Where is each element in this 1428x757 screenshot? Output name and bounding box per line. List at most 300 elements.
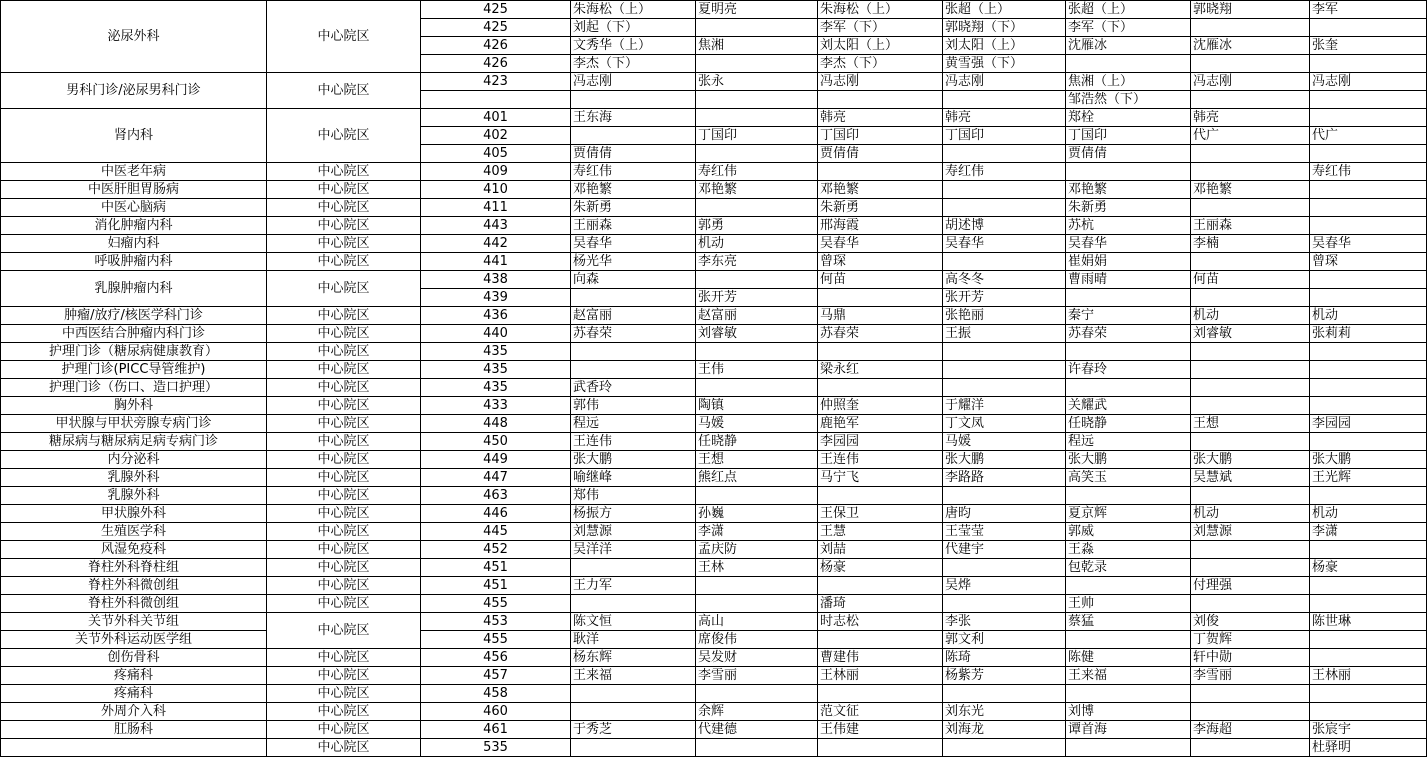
campus-cell[interactable]: 中心院区 [267, 667, 421, 685]
doctor-cell[interactable] [943, 595, 1066, 613]
doctor-cell[interactable]: 关耀武 [1066, 397, 1191, 415]
doctor-cell[interactable] [1310, 541, 1427, 559]
doctor-cell[interactable] [696, 739, 818, 757]
doctor-cell[interactable] [1191, 541, 1310, 559]
doctor-cell[interactable] [1310, 631, 1427, 649]
doctor-cell[interactable] [818, 343, 943, 361]
doctor-cell[interactable]: 吴春华 [818, 235, 943, 253]
doctor-cell[interactable]: 杜驿明 [1310, 739, 1427, 757]
doctor-cell[interactable]: 崔娟娟 [1066, 253, 1191, 271]
doctor-cell[interactable]: 朱海松（上） [571, 1, 696, 19]
doctor-cell[interactable]: 吴春华 [943, 235, 1066, 253]
doctor-cell[interactable]: 任晓静 [696, 433, 818, 451]
room-cell[interactable]: 453 [421, 613, 571, 631]
doctor-cell[interactable]: 冯志刚 [571, 73, 696, 91]
doctor-cell[interactable]: 韩亮 [943, 109, 1066, 127]
campus-cell[interactable]: 中心院区 [267, 415, 421, 433]
doctor-cell[interactable]: 陈文恒 [571, 613, 696, 631]
room-cell[interactable]: 463 [421, 487, 571, 505]
doctor-cell[interactable]: 陈健 [1066, 649, 1191, 667]
doctor-cell[interactable]: 王连伟 [571, 433, 696, 451]
campus-cell[interactable]: 中心院区 [267, 595, 421, 613]
campus-cell[interactable]: 中心院区 [267, 217, 421, 235]
doctor-cell[interactable]: 贾倩倩 [571, 145, 696, 163]
doctor-cell[interactable]: 马宁飞 [818, 469, 943, 487]
doctor-cell[interactable]: 鹿艳军 [818, 415, 943, 433]
doctor-cell[interactable] [1066, 163, 1191, 181]
doctor-cell[interactable]: 吴春华 [1066, 235, 1191, 253]
campus-cell[interactable]: 中心院区 [267, 577, 421, 595]
doctor-cell[interactable]: 机动 [1310, 307, 1427, 325]
doctor-cell[interactable]: 郭文利 [943, 631, 1066, 649]
room-cell[interactable]: 448 [421, 415, 571, 433]
doctor-cell[interactable]: 包乾录 [1066, 559, 1191, 577]
doctor-cell[interactable] [1191, 703, 1310, 721]
room-cell[interactable]: 411 [421, 199, 571, 217]
doctor-cell[interactable]: 秦宁 [1066, 307, 1191, 325]
department-cell[interactable]: 风湿免疫科 [1, 541, 267, 559]
doctor-cell[interactable] [571, 343, 696, 361]
doctor-cell[interactable]: 代建宇 [943, 541, 1066, 559]
doctor-cell[interactable]: 付理强 [1191, 577, 1310, 595]
doctor-cell[interactable] [943, 739, 1066, 757]
doctor-cell[interactable]: 王来福 [1066, 667, 1191, 685]
room-cell[interactable]: 452 [421, 541, 571, 559]
doctor-cell[interactable]: 李园园 [818, 433, 943, 451]
doctor-cell[interactable] [696, 343, 818, 361]
campus-cell[interactable]: 中心院区 [267, 685, 421, 703]
doctor-cell[interactable]: 邓艳繁 [696, 181, 818, 199]
doctor-cell[interactable] [696, 55, 818, 73]
doctor-cell[interactable]: 张大鹏 [1310, 451, 1427, 469]
doctor-cell[interactable]: 马媛 [696, 415, 818, 433]
department-cell[interactable]: 外周介入科 [1, 703, 267, 721]
department-cell[interactable]: 男科门诊/泌尿男科门诊 [1, 73, 267, 109]
department-cell[interactable]: 中医心脑病 [1, 199, 267, 217]
doctor-cell[interactable]: 赵富丽 [696, 307, 818, 325]
doctor-cell[interactable] [696, 685, 818, 703]
doctor-cell[interactable] [1191, 199, 1310, 217]
doctor-cell[interactable]: 郭威 [1066, 523, 1191, 541]
campus-cell[interactable]: 中心院区 [267, 451, 421, 469]
room-cell[interactable]: 450 [421, 433, 571, 451]
doctor-cell[interactable]: 王慧 [818, 523, 943, 541]
department-cell[interactable]: 生殖医学科 [1, 523, 267, 541]
doctor-cell[interactable] [943, 199, 1066, 217]
doctor-cell[interactable]: 李杰（下） [571, 55, 696, 73]
doctor-cell[interactable] [1191, 559, 1310, 577]
room-cell[interactable]: 439 [421, 289, 571, 307]
campus-cell[interactable]: 中心院区 [267, 523, 421, 541]
doctor-cell[interactable]: 时志松 [818, 613, 943, 631]
doctor-cell[interactable]: 张大鹏 [1191, 451, 1310, 469]
campus-cell[interactable]: 中心院区 [267, 253, 421, 271]
doctor-cell[interactable]: 李路路 [943, 469, 1066, 487]
doctor-cell[interactable]: 刘博 [1066, 703, 1191, 721]
campus-cell[interactable]: 中心院区 [267, 181, 421, 199]
doctor-cell[interactable] [1310, 685, 1427, 703]
doctor-cell[interactable]: 刘东光 [943, 703, 1066, 721]
doctor-cell[interactable]: 王想 [696, 451, 818, 469]
doctor-cell[interactable]: 何苗 [818, 271, 943, 289]
doctor-cell[interactable] [818, 631, 943, 649]
doctor-cell[interactable]: 张奎 [1310, 37, 1427, 55]
doctor-cell[interactable]: 王淼 [1066, 541, 1191, 559]
department-cell[interactable]: 疼痛科 [1, 667, 267, 685]
doctor-cell[interactable]: 李东亮 [696, 253, 818, 271]
room-cell[interactable]: 442 [421, 235, 571, 253]
department-cell[interactable]: 肾内科 [1, 109, 267, 163]
campus-cell[interactable]: 中心院区 [267, 109, 421, 163]
room-cell[interactable]: 425 [421, 1, 571, 19]
doctor-cell[interactable] [1191, 433, 1310, 451]
doctor-cell[interactable] [696, 199, 818, 217]
campus-cell[interactable]: 中心院区 [267, 433, 421, 451]
doctor-cell[interactable]: 张开芳 [696, 289, 818, 307]
room-cell[interactable]: 455 [421, 631, 571, 649]
doctor-cell[interactable] [943, 559, 1066, 577]
doctor-cell[interactable]: 刘慧源 [571, 523, 696, 541]
doctor-cell[interactable]: 何苗 [1191, 271, 1310, 289]
department-cell[interactable]: 消化肿瘤内科 [1, 217, 267, 235]
doctor-cell[interactable]: 程远 [571, 415, 696, 433]
campus-cell[interactable]: 中心院区 [267, 325, 421, 343]
doctor-cell[interactable] [1310, 55, 1427, 73]
doctor-cell[interactable]: 高山 [696, 613, 818, 631]
doctor-cell[interactable]: 张永 [696, 73, 818, 91]
doctor-cell[interactable]: 孙巍 [696, 505, 818, 523]
doctor-cell[interactable]: 曾琛 [818, 253, 943, 271]
campus-cell[interactable]: 中心院区 [267, 505, 421, 523]
doctor-cell[interactable]: 刘睿敏 [1191, 325, 1310, 343]
doctor-cell[interactable] [1191, 343, 1310, 361]
doctor-cell[interactable] [571, 703, 696, 721]
doctor-cell[interactable]: 郭伟 [571, 397, 696, 415]
doctor-cell[interactable] [1310, 199, 1427, 217]
doctor-cell[interactable] [1191, 397, 1310, 415]
doctor-cell[interactable]: 王林丽 [818, 667, 943, 685]
doctor-cell[interactable] [1066, 577, 1191, 595]
doctor-cell[interactable]: 王林 [696, 559, 818, 577]
department-cell[interactable]: 甲状腺与甲状旁腺专病门诊 [1, 415, 267, 433]
doctor-cell[interactable]: 贾倩倩 [1066, 145, 1191, 163]
campus-cell[interactable]: 中心院区 [267, 361, 421, 379]
doctor-cell[interactable]: 王想 [1191, 415, 1310, 433]
doctor-cell[interactable]: 武香玲 [571, 379, 696, 397]
department-cell[interactable]: 内分泌科 [1, 451, 267, 469]
department-cell[interactable]: 呼吸肿瘤内科 [1, 253, 267, 271]
campus-cell[interactable]: 中心院区 [267, 703, 421, 721]
doctor-cell[interactable]: 李园园 [1310, 415, 1427, 433]
doctor-cell[interactable] [818, 739, 943, 757]
doctor-cell[interactable] [1191, 361, 1310, 379]
doctor-cell[interactable] [1066, 487, 1191, 505]
doctor-cell[interactable]: 张超（上） [1066, 1, 1191, 19]
room-cell[interactable]: 445 [421, 523, 571, 541]
department-cell[interactable]: 疼痛科 [1, 685, 267, 703]
doctor-cell[interactable]: 杨光华 [571, 253, 696, 271]
campus-cell[interactable]: 中心院区 [267, 721, 421, 739]
doctor-cell[interactable] [1310, 271, 1427, 289]
doctor-cell[interactable] [1191, 739, 1310, 757]
doctor-cell[interactable] [818, 289, 943, 307]
doctor-cell[interactable] [1191, 685, 1310, 703]
doctor-cell[interactable]: 梁永红 [818, 361, 943, 379]
room-cell[interactable]: 441 [421, 253, 571, 271]
doctor-cell[interactable]: 夏京辉 [1066, 505, 1191, 523]
doctor-cell[interactable]: 王伟建 [818, 721, 943, 739]
room-cell[interactable]: 438 [421, 271, 571, 289]
doctor-cell[interactable] [1310, 109, 1427, 127]
doctor-cell[interactable] [943, 145, 1066, 163]
doctor-cell[interactable]: 轩中勋 [1191, 649, 1310, 667]
campus-cell[interactable]: 中心院区 [267, 73, 421, 109]
doctor-cell[interactable]: 王帅 [1066, 595, 1191, 613]
department-cell[interactable]: 创伤骨科 [1, 649, 267, 667]
campus-cell[interactable]: 中心院区 [267, 343, 421, 361]
department-cell[interactable]: 中医老年病 [1, 163, 267, 181]
room-cell[interactable]: 402 [421, 127, 571, 145]
doctor-cell[interactable]: 赵富丽 [571, 307, 696, 325]
doctor-cell[interactable] [1191, 163, 1310, 181]
doctor-cell[interactable]: 张超（上） [943, 1, 1066, 19]
doctor-cell[interactable] [1191, 253, 1310, 271]
doctor-cell[interactable]: 寿红伟 [1310, 163, 1427, 181]
doctor-cell[interactable]: 李军 [1310, 1, 1427, 19]
doctor-cell[interactable]: 丁国印 [943, 127, 1066, 145]
department-cell[interactable]: 乳腺外科 [1, 469, 267, 487]
department-cell[interactable]: 乳腺肿瘤内科 [1, 271, 267, 307]
doctor-cell[interactable]: 郑伟 [571, 487, 696, 505]
campus-cell[interactable]: 中心院区 [267, 1, 421, 73]
campus-cell[interactable]: 中心院区 [267, 199, 421, 217]
room-cell[interactable]: 443 [421, 217, 571, 235]
doctor-cell[interactable]: 朱新勇 [1066, 199, 1191, 217]
doctor-cell[interactable]: 李军（下） [1066, 19, 1191, 37]
doctor-cell[interactable]: 李潇 [1310, 523, 1427, 541]
doctor-cell[interactable]: 王伟 [696, 361, 818, 379]
doctor-cell[interactable]: 向森 [571, 271, 696, 289]
doctor-cell[interactable] [1310, 577, 1427, 595]
doctor-cell[interactable]: 任晓静 [1066, 415, 1191, 433]
doctor-cell[interactable] [1191, 595, 1310, 613]
doctor-cell[interactable]: 刘起（下） [571, 19, 696, 37]
doctor-cell[interactable]: 郭晓翔（下） [943, 19, 1066, 37]
doctor-cell[interactable] [1310, 703, 1427, 721]
doctor-cell[interactable] [696, 19, 818, 37]
department-cell[interactable]: 护理门诊（糖尿病健康教育） [1, 343, 267, 361]
doctor-cell[interactable]: 马鼎 [818, 307, 943, 325]
department-cell[interactable]: 甲状腺外科 [1, 505, 267, 523]
doctor-cell[interactable] [1191, 91, 1310, 109]
department-cell[interactable]: 中医肝胆胃肠病 [1, 181, 267, 199]
doctor-cell[interactable]: 于耀洋 [943, 397, 1066, 415]
doctor-cell[interactable] [1310, 91, 1427, 109]
campus-cell[interactable]: 中心院区 [267, 379, 421, 397]
doctor-cell[interactable]: 曹雨晴 [1066, 271, 1191, 289]
campus-cell[interactable]: 中心院区 [267, 271, 421, 307]
doctor-cell[interactable]: 潘琦 [818, 595, 943, 613]
doctor-cell[interactable]: 刘太阳（上） [943, 37, 1066, 55]
doctor-cell[interactable]: 张大鹏 [943, 451, 1066, 469]
doctor-cell[interactable] [818, 577, 943, 595]
doctor-cell[interactable]: 吴慧斌 [1191, 469, 1310, 487]
doctor-cell[interactable]: 刘俊 [1191, 613, 1310, 631]
doctor-cell[interactable]: 杨东辉 [571, 649, 696, 667]
doctor-cell[interactable]: 朱海松（上） [818, 1, 943, 19]
doctor-cell[interactable] [696, 577, 818, 595]
doctor-cell[interactable]: 丁贺辉 [1191, 631, 1310, 649]
department-cell[interactable]: 胸外科 [1, 397, 267, 415]
doctor-cell[interactable] [943, 181, 1066, 199]
doctor-cell[interactable]: 张艳丽 [943, 307, 1066, 325]
doctor-cell[interactable]: 代广 [1191, 127, 1310, 145]
doctor-cell[interactable]: 张开芳 [943, 289, 1066, 307]
doctor-cell[interactable]: 王林丽 [1310, 667, 1427, 685]
campus-cell[interactable]: 中心院区 [267, 613, 421, 649]
doctor-cell[interactable]: 刘睿敏 [696, 325, 818, 343]
doctor-cell[interactable]: 李张 [943, 613, 1066, 631]
doctor-cell[interactable] [818, 91, 943, 109]
doctor-cell[interactable]: 焦湘（上） [1066, 73, 1191, 91]
doctor-cell[interactable]: 冯志刚 [1310, 73, 1427, 91]
doctor-cell[interactable] [696, 379, 818, 397]
campus-cell[interactable]: 中心院区 [267, 649, 421, 667]
campus-cell[interactable]: 中心院区 [267, 739, 421, 757]
room-cell[interactable]: 456 [421, 649, 571, 667]
doctor-cell[interactable] [1191, 19, 1310, 37]
doctor-cell[interactable]: 张宸宇 [1310, 721, 1427, 739]
doctor-cell[interactable] [1310, 145, 1427, 163]
room-cell[interactable]: 446 [421, 505, 571, 523]
doctor-cell[interactable]: 唐昀 [943, 505, 1066, 523]
doctor-cell[interactable]: 邹浩然（下） [1066, 91, 1191, 109]
doctor-cell[interactable] [943, 379, 1066, 397]
doctor-cell[interactable]: 王莹莹 [943, 523, 1066, 541]
department-cell[interactable]: 脊柱外科脊柱组 [1, 559, 267, 577]
department-cell[interactable]: 乳腺外科 [1, 487, 267, 505]
doctor-cell[interactable]: 曹建伟 [818, 649, 943, 667]
doctor-cell[interactable]: 寿红伟 [696, 163, 818, 181]
doctor-cell[interactable]: 李楠 [1191, 235, 1310, 253]
doctor-cell[interactable]: 沈雁冰 [1066, 37, 1191, 55]
doctor-cell[interactable] [1310, 289, 1427, 307]
doctor-cell[interactable]: 陈世琳 [1310, 613, 1427, 631]
room-cell[interactable]: 458 [421, 685, 571, 703]
doctor-cell[interactable]: 杨豪 [818, 559, 943, 577]
doctor-cell[interactable]: 刘慧源 [1191, 523, 1310, 541]
doctor-cell[interactable]: 程远 [1066, 433, 1191, 451]
doctor-cell[interactable] [818, 379, 943, 397]
room-cell[interactable]: 447 [421, 469, 571, 487]
doctor-cell[interactable] [571, 127, 696, 145]
doctor-cell[interactable]: 熊红点 [696, 469, 818, 487]
room-cell[interactable]: 451 [421, 577, 571, 595]
doctor-cell[interactable]: 杨紫芳 [943, 667, 1066, 685]
doctor-cell[interactable] [696, 109, 818, 127]
doctor-cell[interactable]: 许春玲 [1066, 361, 1191, 379]
department-cell[interactable]: 脊柱外科微创组 [1, 595, 267, 613]
department-cell[interactable]: 肿瘤/放疗/核医学科门诊 [1, 307, 267, 325]
doctor-cell[interactable]: 王光辉 [1310, 469, 1427, 487]
doctor-cell[interactable] [1191, 379, 1310, 397]
doctor-cell[interactable]: 朱新勇 [571, 199, 696, 217]
room-cell[interactable]: 451 [421, 559, 571, 577]
doctor-cell[interactable]: 丁国印 [818, 127, 943, 145]
campus-cell[interactable]: 中心院区 [267, 541, 421, 559]
doctor-cell[interactable] [1310, 487, 1427, 505]
doctor-cell[interactable] [1310, 433, 1427, 451]
room-cell[interactable]: 461 [421, 721, 571, 739]
campus-cell[interactable]: 中心院区 [267, 469, 421, 487]
doctor-cell[interactable] [1191, 289, 1310, 307]
doctor-cell[interactable]: 刘喆 [818, 541, 943, 559]
doctor-cell[interactable] [943, 91, 1066, 109]
doctor-cell[interactable] [1310, 19, 1427, 37]
campus-cell[interactable]: 中心院区 [267, 487, 421, 505]
campus-cell[interactable]: 中心院区 [267, 559, 421, 577]
doctor-cell[interactable]: 邢海霞 [818, 217, 943, 235]
department-cell[interactable]: 护理门诊(PICC导管维护) [1, 361, 267, 379]
doctor-cell[interactable]: 张大鹏 [1066, 451, 1191, 469]
doctor-cell[interactable] [1066, 379, 1191, 397]
doctor-cell[interactable] [1310, 181, 1427, 199]
doctor-cell[interactable]: 王连伟 [818, 451, 943, 469]
doctor-cell[interactable]: 陈琦 [943, 649, 1066, 667]
doctor-cell[interactable]: 高冬冬 [943, 271, 1066, 289]
doctor-cell[interactable] [943, 487, 1066, 505]
room-cell[interactable]: 401 [421, 109, 571, 127]
doctor-cell[interactable]: 寿红伟 [571, 163, 696, 181]
doctor-cell[interactable]: 李军（下） [818, 19, 943, 37]
doctor-cell[interactable]: 夏明亮 [696, 1, 818, 19]
doctor-cell[interactable]: 李雪丽 [696, 667, 818, 685]
doctor-cell[interactable]: 席俊伟 [696, 631, 818, 649]
doctor-cell[interactable]: 丁文凤 [943, 415, 1066, 433]
doctor-cell[interactable]: 喻继峰 [571, 469, 696, 487]
department-cell[interactable]: 护理门诊（伤口、造口护理） [1, 379, 267, 397]
doctor-cell[interactable]: 苏春荣 [1066, 325, 1191, 343]
room-cell[interactable]: 435 [421, 361, 571, 379]
room-cell[interactable]: 460 [421, 703, 571, 721]
doctor-cell[interactable]: 李潇 [696, 523, 818, 541]
doctor-cell[interactable] [1066, 631, 1191, 649]
doctor-cell[interactable]: 丁国印 [696, 127, 818, 145]
doctor-cell[interactable]: 冯志刚 [1191, 73, 1310, 91]
doctor-cell[interactable]: 胡述博 [943, 217, 1066, 235]
doctor-cell[interactable]: 李杰（下） [818, 55, 943, 73]
doctor-cell[interactable]: 杨豪 [1310, 559, 1427, 577]
doctor-cell[interactable]: 韩亮 [1191, 109, 1310, 127]
department-cell[interactable]: 关节外科关节组 [1, 613, 267, 631]
room-cell[interactable]: 440 [421, 325, 571, 343]
doctor-cell[interactable]: 文秀华（上） [571, 37, 696, 55]
doctor-cell[interactable]: 焦湘 [696, 37, 818, 55]
doctor-cell[interactable] [1191, 55, 1310, 73]
doctor-cell[interactable]: 邓艳繁 [1066, 181, 1191, 199]
doctor-cell[interactable] [818, 685, 943, 703]
doctor-cell[interactable]: 机动 [1191, 307, 1310, 325]
doctor-cell[interactable]: 刘海龙 [943, 721, 1066, 739]
doctor-cell[interactable] [1066, 289, 1191, 307]
room-cell[interactable]: 423 [421, 73, 571, 91]
doctor-cell[interactable]: 王丽森 [1191, 217, 1310, 235]
doctor-cell[interactable]: 代广 [1310, 127, 1427, 145]
doctor-cell[interactable]: 王力军 [571, 577, 696, 595]
doctor-cell[interactable] [1066, 343, 1191, 361]
doctor-cell[interactable] [696, 595, 818, 613]
doctor-cell[interactable] [943, 343, 1066, 361]
